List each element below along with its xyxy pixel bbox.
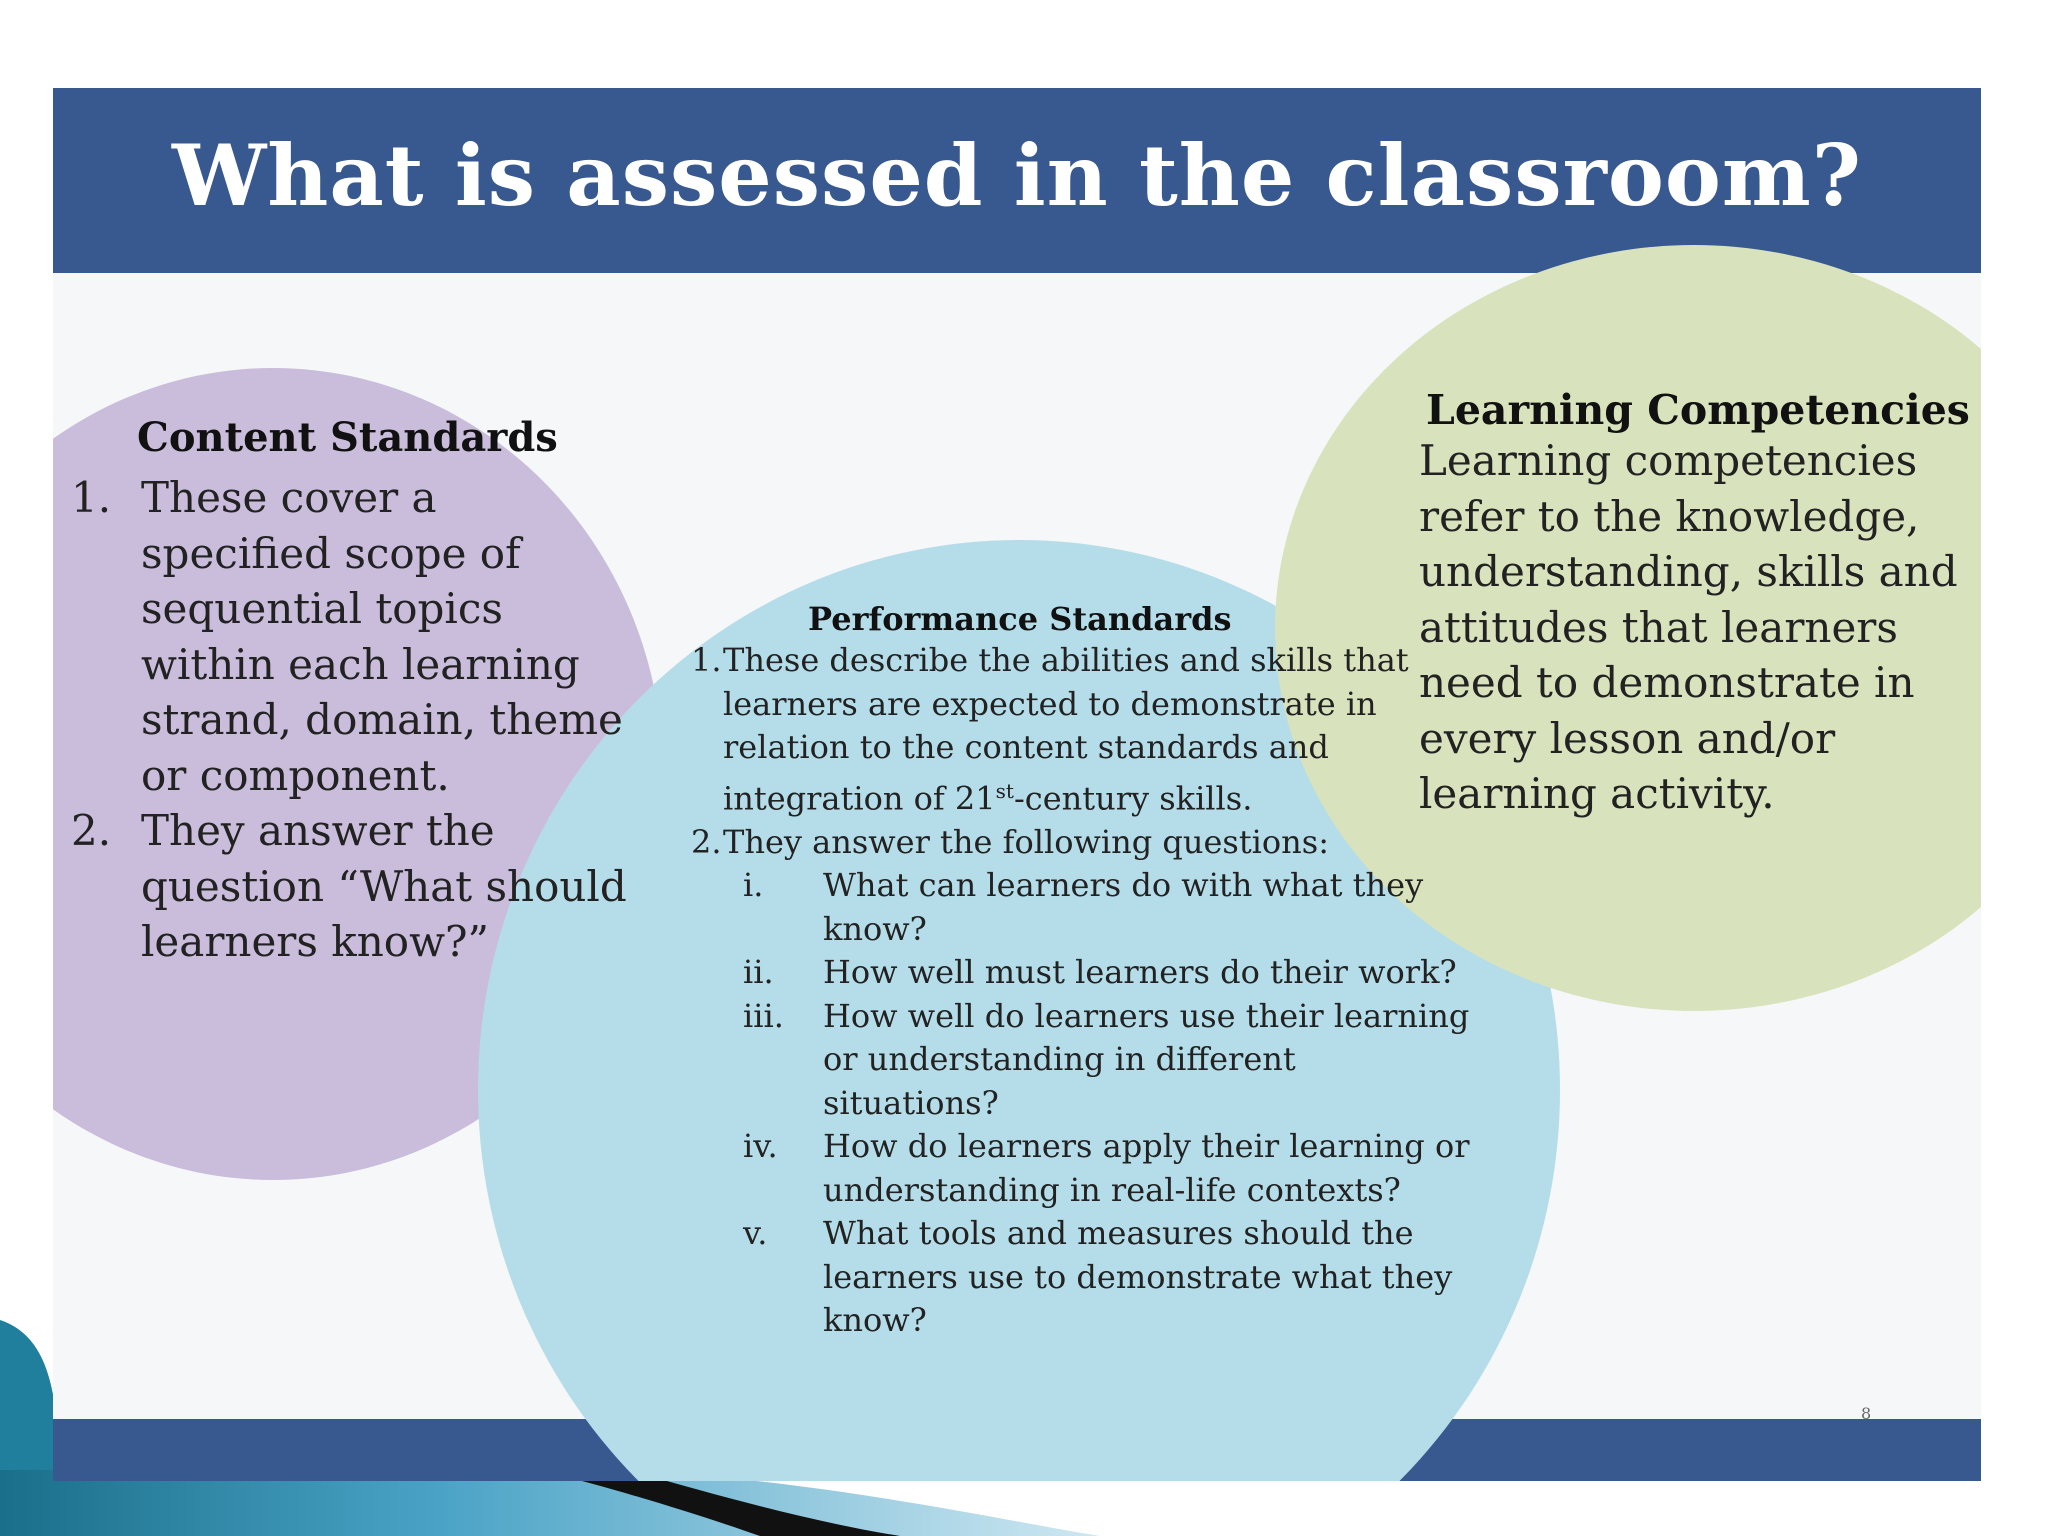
learning-competencies-text: Learning competencies refer to the knowledge, understanding, skills and attitudes that learners need to demonstrate in every lesson and/or learning activity. — [1419, 436, 1958, 818]
question-item — [723, 1212, 1471, 1343]
list-item-text: They answer the following questions: — [723, 822, 1329, 861]
question-item — [723, 995, 1471, 1126]
list-item — [71, 470, 631, 803]
question-item — [723, 1125, 1471, 1212]
list-item-text: These cover a specified scope of sequential topics within each learning strand, domain, theme or component. — [141, 473, 623, 800]
superscript: st — [995, 778, 1014, 803]
question-item — [723, 951, 1471, 995]
question-text: How do learners apply their learning or understanding in real-life contexts? — [823, 1127, 1470, 1209]
slide — [53, 88, 1981, 1481]
list-item — [691, 821, 1471, 865]
content-standards-list — [71, 470, 631, 970]
question-text: What can learners do with what they know? — [823, 866, 1424, 948]
list-number: 1. — [71, 473, 112, 522]
question-number: iii. — [743, 996, 784, 1035]
list-item-text: They answer the question “What should learners know?” — [141, 806, 627, 966]
list-number: 1. — [691, 641, 722, 679]
slide-title: What is assessed in the classroom? — [171, 126, 1863, 225]
question-item — [723, 864, 1471, 951]
performance-standards-heading: Performance Standards — [808, 600, 1232, 638]
question-number: v. — [743, 1214, 768, 1253]
performance-standards-list — [691, 639, 1471, 1343]
question-text: How well do learners use their learning or understanding in different situations? — [823, 996, 1470, 1122]
question-number: ii. — [743, 953, 774, 992]
list-item — [691, 639, 1471, 821]
content-standards-heading: Content Standards — [137, 414, 558, 461]
question-text: How well must learners do their work? — [823, 953, 1457, 992]
learning-competencies-heading: Learning Competencies — [1426, 386, 1970, 434]
slide-number: 8 — [1861, 1404, 1872, 1423]
list-item — [71, 803, 631, 970]
question-number: iv. — [743, 1127, 778, 1166]
question-text: What tools and measures should the learners use to demonstrate what they know? — [823, 1214, 1453, 1340]
list-number: 2. — [691, 822, 722, 861]
question-number: i. — [743, 866, 764, 905]
list-item-text: These describe the abilities and skills that learners are expected to demonstrate in relation to the content standards and integration of 21 — [723, 641, 1409, 818]
list-number: 2. — [71, 806, 112, 855]
list-item-text: -century skills. — [1013, 779, 1253, 818]
